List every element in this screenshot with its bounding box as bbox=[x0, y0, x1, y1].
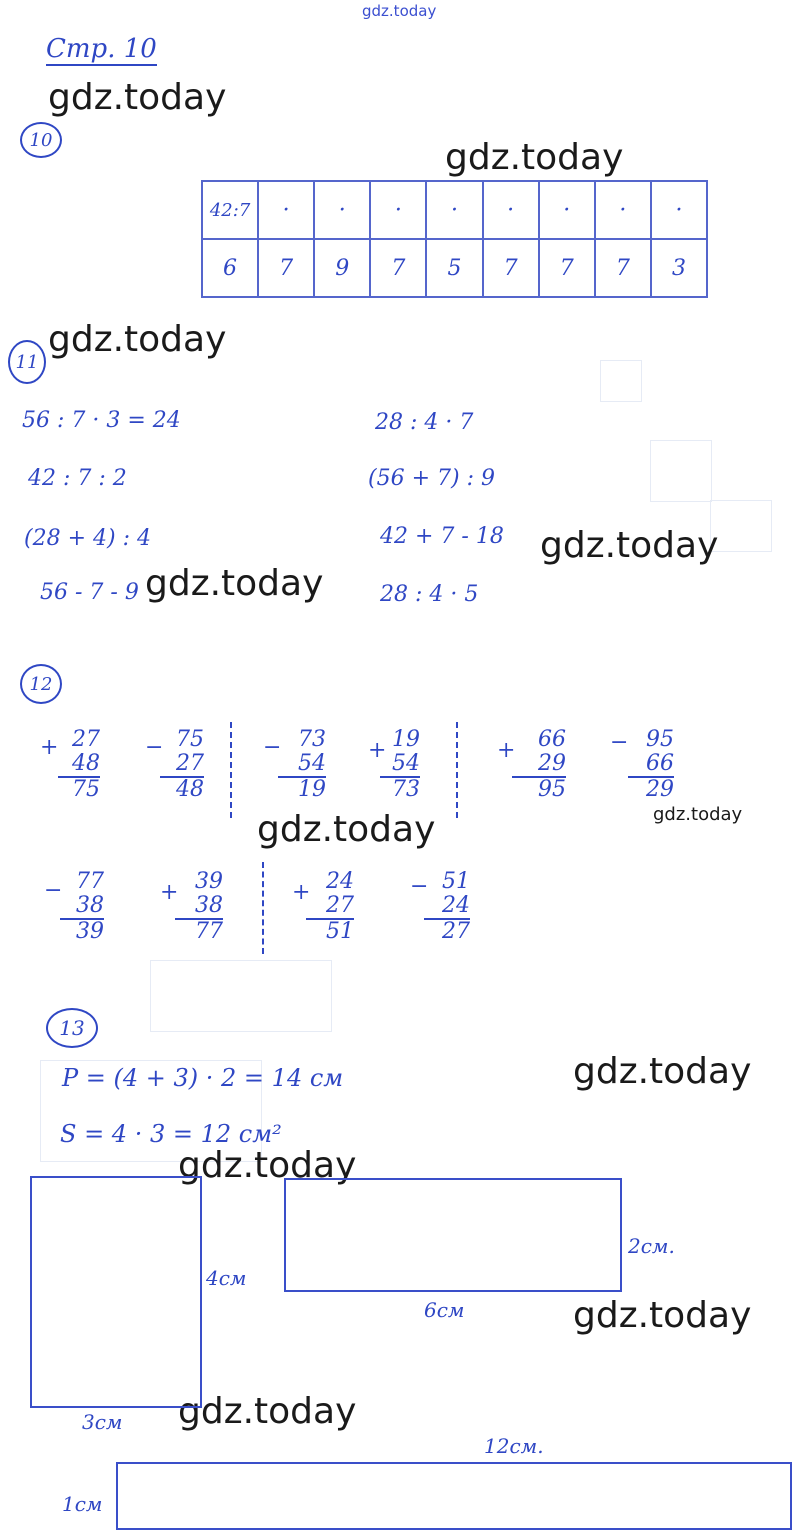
operation-sign: − bbox=[44, 878, 63, 903]
operand-b: 54 bbox=[278, 752, 326, 778]
table-cell: · bbox=[539, 181, 595, 239]
watermark: gdz.today bbox=[445, 137, 624, 178]
expression: 28 : 4 · 7 bbox=[375, 410, 474, 435]
result: 75 bbox=[72, 777, 100, 802]
column-calculation bbox=[424, 870, 470, 944]
expression: (28 + 4) : 4 bbox=[24, 526, 151, 551]
table-cell: 7 bbox=[258, 239, 314, 297]
operation-sign: − bbox=[410, 874, 429, 899]
table-cell: · bbox=[595, 181, 651, 239]
operation-sign: + bbox=[292, 880, 311, 905]
height-label: 4см bbox=[206, 1266, 247, 1290]
column-calculation bbox=[58, 728, 100, 802]
site-header: gdz.today bbox=[362, 2, 437, 20]
operand-a: 51 bbox=[442, 869, 470, 894]
width-label: 3см bbox=[82, 1410, 123, 1434]
watermark: gdz.today bbox=[573, 1051, 752, 1092]
expression: 28 : 4 · 5 bbox=[380, 582, 479, 607]
operation-sign: + bbox=[160, 880, 179, 905]
watermark: gdz.today bbox=[48, 77, 227, 118]
operand-a: 39 bbox=[195, 869, 223, 894]
column-calculation bbox=[60, 870, 104, 944]
table-cell: 9 bbox=[314, 239, 370, 297]
result: 77 bbox=[195, 919, 223, 944]
background-grid-artifact bbox=[710, 500, 772, 552]
background-grid-artifact bbox=[150, 960, 332, 1032]
column-divider bbox=[456, 722, 458, 818]
operation-sign: + bbox=[368, 738, 387, 763]
operand-b: 27 bbox=[160, 752, 204, 778]
operation-sign: + bbox=[40, 735, 59, 760]
result: 51 bbox=[326, 919, 354, 944]
task-number-12: 12 bbox=[20, 664, 62, 704]
task-number-13: 13 bbox=[46, 1008, 98, 1048]
table-row bbox=[202, 239, 707, 297]
column-calculation bbox=[278, 728, 326, 802]
table-cell: · bbox=[314, 181, 370, 239]
watermark: gdz.today bbox=[653, 804, 743, 825]
area-formula: S = 4 · 3 = 12 см² bbox=[60, 1120, 282, 1148]
table-cell: 5 bbox=[426, 239, 482, 297]
table-row bbox=[202, 181, 707, 239]
height-label: 1см bbox=[62, 1492, 103, 1516]
table-cell: · bbox=[370, 181, 426, 239]
operand-b: 29 bbox=[512, 752, 566, 778]
column-calculation bbox=[512, 728, 566, 802]
operand-a: 75 bbox=[176, 727, 204, 752]
watermark: gdz.today bbox=[178, 1145, 357, 1186]
task-number-10: 10 bbox=[20, 122, 62, 158]
operand-b: 48 bbox=[58, 752, 100, 778]
table-cell: 6 bbox=[202, 239, 258, 297]
background-grid-artifact bbox=[650, 440, 712, 502]
operand-a: 73 bbox=[298, 727, 326, 752]
operation-sign: − bbox=[263, 735, 282, 760]
table-cell: · bbox=[651, 181, 707, 239]
rectangle-6x2 bbox=[284, 1178, 622, 1292]
rectangle-12x1 bbox=[116, 1462, 792, 1530]
table-cell: 7 bbox=[539, 239, 595, 297]
watermark: gdz.today bbox=[540, 525, 719, 566]
operation-sign: − bbox=[145, 735, 164, 760]
operand-a: 24 bbox=[326, 869, 354, 894]
operand-b: 66 bbox=[628, 752, 674, 778]
operand-b: 54 bbox=[380, 752, 420, 778]
watermark: gdz.today bbox=[178, 1391, 357, 1432]
width-label: 12см. bbox=[484, 1434, 544, 1458]
task10-table bbox=[201, 180, 708, 298]
table-cell: 7 bbox=[370, 239, 426, 297]
watermark: gdz.today bbox=[48, 319, 227, 360]
column-calculation bbox=[160, 728, 204, 802]
rectangle-3x4 bbox=[30, 1176, 202, 1408]
result: 95 bbox=[538, 777, 566, 802]
task-number-11: 11 bbox=[8, 340, 46, 384]
page-label: Стр. 10 bbox=[46, 34, 157, 64]
table-cell: · bbox=[258, 181, 314, 239]
expression: 56 - 7 - 9 bbox=[40, 580, 139, 605]
column-calculation bbox=[175, 870, 223, 944]
perimeter-formula: P = (4 + 3) · 2 = 14 см bbox=[62, 1064, 344, 1092]
width-label: 6см bbox=[424, 1298, 465, 1322]
result: 39 bbox=[76, 919, 104, 944]
expression: 42 + 7 - 18 bbox=[380, 524, 504, 549]
table-cell: 7 bbox=[483, 239, 539, 297]
column-divider bbox=[230, 722, 232, 818]
column-calculation bbox=[628, 728, 674, 802]
height-label: 2см. bbox=[628, 1234, 675, 1258]
table-cell: · bbox=[483, 181, 539, 239]
result: 19 bbox=[298, 777, 326, 802]
operand-b: 27 bbox=[306, 894, 354, 920]
expression: 42 : 7 : 2 bbox=[28, 466, 127, 491]
operand-a: 95 bbox=[646, 727, 674, 752]
operand-b: 38 bbox=[175, 894, 223, 920]
operand-a: 77 bbox=[76, 869, 104, 894]
table-cell: 42:7 bbox=[202, 181, 258, 239]
result: 27 bbox=[442, 919, 470, 944]
operand-b: 24 bbox=[424, 894, 470, 920]
column-divider bbox=[262, 862, 264, 954]
operand-a: 66 bbox=[538, 727, 566, 752]
operand-b: 38 bbox=[60, 894, 104, 920]
watermark: gdz.today bbox=[257, 809, 436, 850]
result: 73 bbox=[392, 777, 420, 802]
watermark: gdz.today bbox=[145, 563, 324, 604]
table-cell: 7 bbox=[595, 239, 651, 297]
operand-a: 27 bbox=[72, 727, 100, 752]
result: 48 bbox=[176, 777, 204, 802]
result: 29 bbox=[646, 777, 674, 802]
operation-sign: + bbox=[497, 738, 516, 763]
background-grid-artifact bbox=[600, 360, 642, 402]
table-cell: 3 bbox=[651, 239, 707, 297]
expression: 56 : 7 · 3 = 24 bbox=[22, 408, 181, 433]
operand-a: 19 bbox=[392, 727, 420, 752]
operation-sign: − bbox=[610, 730, 629, 755]
column-calculation bbox=[306, 870, 354, 944]
expression: (56 + 7) : 9 bbox=[368, 466, 495, 491]
table-cell: · bbox=[426, 181, 482, 239]
watermark: gdz.today bbox=[573, 1295, 752, 1336]
column-calculation bbox=[380, 728, 420, 802]
